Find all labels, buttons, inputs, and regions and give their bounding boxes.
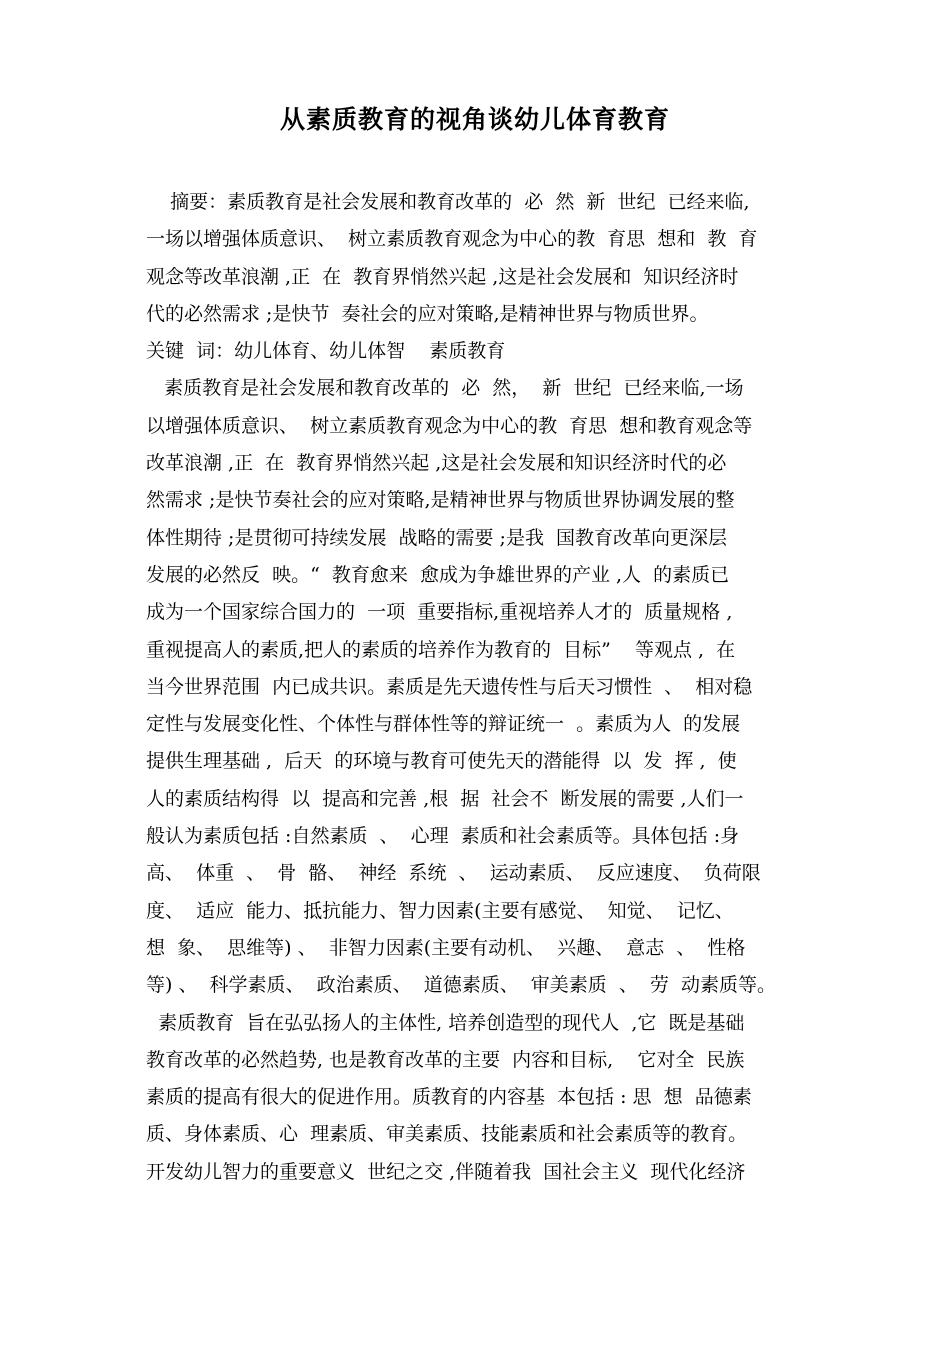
text-line: 质、身体素质、心 理素质、审美素质、技能素质和社会素质等的教育。 (146, 1123, 748, 1146)
text-line: 素质教育 旨在弘弘扬人的主体性, 培养创造型的现代人 ,它 既是基础 (146, 1011, 745, 1034)
text-line: 高、 体重 、 骨 骼、 神经 系统 、 运动素质、 反应速度、 负荷限 (146, 862, 761, 885)
text-line: 一场以增强体质意识、 树立素质教育观念为中心的教 育思 想和 教 育 (146, 228, 758, 251)
document-title: 从素质教育的视角谈幼儿体育教育 (279, 105, 670, 134)
text-line: 重视提高人的素质,把人的素质的培养作为教育的 目标” 等观点 , 在 (146, 638, 736, 661)
text-line: 体性期待 ;是贯彻可持续发展 战略的需要 ;是我 国教育改革向更深层 (146, 526, 728, 549)
text-line: 开发幼儿智力的重要意义 世纪之交 ,伴随着我 国社会主义 现代化经济 (146, 1160, 746, 1183)
document-body (146, 184, 826, 1191)
text-line: 代的必然需求 ;是快节 奏社会的应对策略,是精神世界与物质世界。 (146, 302, 709, 325)
text-line: 改革浪潮 ,正 在 教育界悄然兴起 ,这是社会发展和知识经济时代的必 (146, 452, 727, 475)
text-line: 然需求 ;是快节奏社会的应对策略,是精神世界与物质世界协调发展的整 (146, 489, 735, 512)
text-line: 素质教育是社会发展和教育改革的 必 然， 新 世纪 已经来临,一场 (146, 377, 744, 400)
text-line: 定性与发展变化性、个体性与群体性等的辩证统一 。素质为人 的发展 (146, 713, 741, 736)
keywords-line: 关键 词：幼儿体育、幼儿体智 素质教育 (146, 340, 506, 363)
text-line: 观念等改革浪潮 ,正 在 教育界悄然兴起 ,这是社会发展和 知识经济时 (146, 265, 739, 288)
text-line: 等) 、 科学素质、 政治素质、 道德素质、 审美素质 、 劳 动素质等。 (146, 974, 777, 997)
text-line: 摘要：素质教育是社会发展和教育改革的 必 然 新 世纪 已经来临, (146, 191, 750, 213)
text-line: 素质的提高有很大的促进作用。质教育的内容基 本包括 : 思 想 品德素 (146, 1086, 752, 1109)
text-line: 般认为素质包括 :自然素质 、 心理 素质和社会素质等。具体包括 :身 (146, 825, 740, 848)
text-line: 以增强体质意识、 树立素质教育观念为中心的教 育思 想和教育观念等 (146, 414, 753, 437)
text-line: 发展的必然反 映。“ 教育愈来 愈成为争雄世界的产业 ,人 的素质已 (146, 563, 730, 586)
text-line: 度、 适应 能力、抵抗能力、智力因素(主要有感觉、 知觉、 记忆、 (146, 899, 734, 922)
text-line: 想 象、 思维等) 、 非智力因素(主要有动机、 兴趣、 意志 、 性格 (146, 936, 746, 959)
text-line: 人的素质结构得 以 提高和完善 ,根 据 社会不 断发展的需要 ,人们一 (146, 787, 744, 810)
text-line: 当今世界范围 内已成共识。素质是先天遗传性与后天习惯性 、 相对稳 (146, 675, 753, 698)
text-line: 教育改革的必然趋势, 也是教育改革的主要 内容和目标, 它对全 民族 (146, 1048, 745, 1071)
text-line: 提供生理基础 , 后天 的环境与教育可使先天的潜能得 以 发 挥 , 使 (146, 750, 737, 773)
text-line: 成为一个国家综合国力的 一项 重要指标,重视培养人才的 质量规格 , (146, 601, 733, 624)
